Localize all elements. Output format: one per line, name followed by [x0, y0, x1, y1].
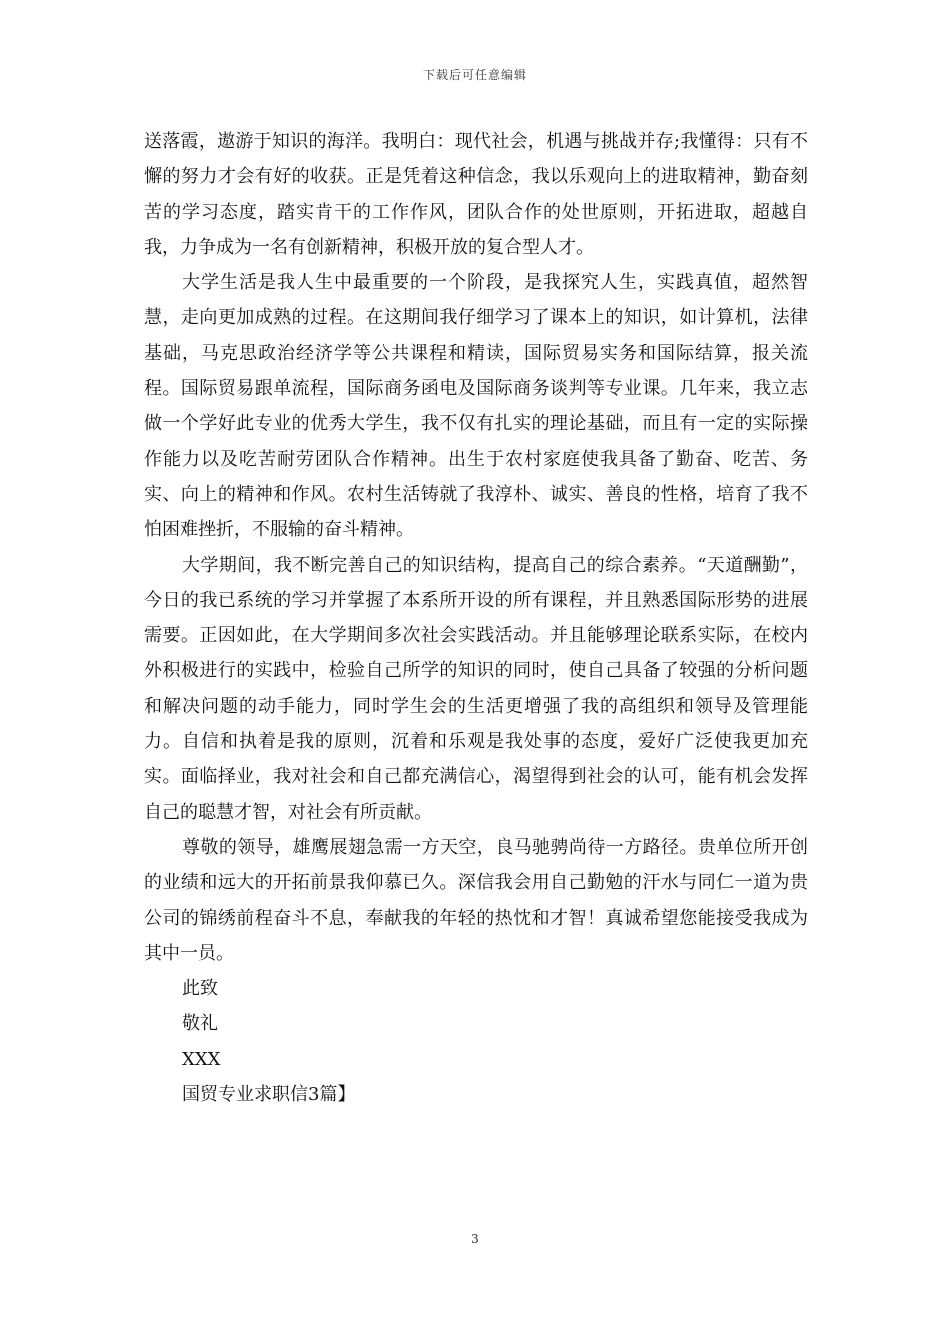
page-header: 下载后可任意编辑 [422, 68, 527, 82]
paragraph-continuation: 送落霞，遨游于知识的海洋。我明白：现代社会，机遇与挑战并存;我懂得：只有不懈的努力才会有好的收获。正是凭着这种信念，我以乐观向上的进取精神，勤奋刻苦的学习态度，踏实肯干的工作作风，团队合作的处世原则，开拓进取，超越自我，力争成为一名有创新精神，积极开放的复合型人才。 [144, 131, 808, 258]
paragraph-college-life: 大学生活是我人生中最重要的一个阶段，是我探究人生，实践真值，超然智慧，走向更加成熟的过程。在这期间我仔细学习了课本上的知识，如计算机，法律基础，马克思政治经济学等公共课程和精读，国际贸易实务和国际结算，报关流程。国际贸易跟单流程，国际商务函电及国际商务谈判等专业课。几年来，我立志做一个学好此专业的优秀大学生，我不仅有扎实的理论基础，而且有一定的实际操作能力以及吃苦耐劳团队合作精神。出生于农村家庭使我具备了勤奋、吃苦、务实、向上的精神和作风。农村生活铸就了我淳朴、诚实、善良的性格，培育了我不怕困难挫折，不服输的奋斗精神。 [144, 272, 808, 541]
closing-line: 此致 [182, 978, 218, 1000]
salute-line: 敬礼 [182, 1013, 218, 1035]
tail-title-line: 国贸专业求职信3篇】 [182, 1084, 356, 1106]
paragraph-college-period: 大学期间，我不断完善自己的知识结构，提高自己的综合素养。“天道酬勤”，今日的我已系统的学习并掌握了本系所开设的所有课程，并且熟悉国际形势的进展需要。正因如此，在大学期间多次社会实践活动。并且能够理论联系实际，在校内外积极进行的实践中，检验自己所学的知识的同时，使自己具备了较强的分析问题和解决问题的动手能力，同时学生会的生活更增强了我的高组织和领导及管理能力。自信和执着是我的原则，沉着和乐观是我处事的态度，爱好广泛使我更加充实。面临择业，我对社会和自己都充满信心，渴望得到社会的认可，能有机会发挥自己的聪慧才智，对社会有所贡献。 [144, 554, 808, 823]
paragraph-respected-leader: 尊敬的领导，雄鹰展翅急需一方天空，良马驰骋尚待一方路径。贵单位所开创的业绩和远大的开拓前景我仰慕已久。深信我会用自己勤勉的汗水与同仁一道为贵公司的锦绣前程奋斗不息，奉献我的年轻的热忱和才智！真诚希望您能接受我成为其中一员。 [144, 836, 808, 964]
letter-body [144, 124, 808, 1112]
signature-line: XXX [182, 1048, 221, 1070]
page-number: 3 [471, 1232, 479, 1246]
